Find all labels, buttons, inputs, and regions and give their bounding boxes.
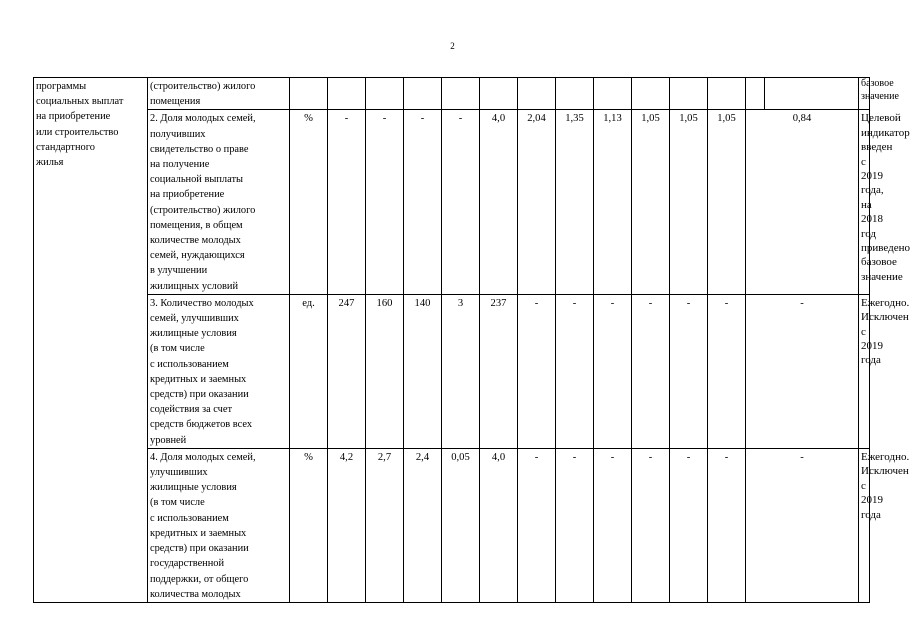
value-cell: 140 — [404, 294, 442, 448]
value-cell — [480, 78, 518, 110]
value-cell: - — [556, 294, 594, 448]
value-cell: 4,2 — [328, 448, 366, 602]
program-cell — [34, 78, 148, 603]
value-cell — [518, 78, 556, 110]
value-cell: - — [708, 448, 746, 602]
table-row — [34, 110, 870, 294]
value-cell: - — [328, 110, 366, 294]
unit-cell — [290, 78, 328, 110]
indicator-cell: 2. Доля молодых семей, получивших свидетельство о праве на получение социальной выплаты на приобретение (строительство) жилого помещения, в общем количестве молодых семей, нуждающихся в улучшении жилищных условий — [148, 110, 290, 294]
value-cell: - — [708, 294, 746, 448]
value-cell: 1,35 — [556, 110, 594, 294]
value-cell: 0,84 — [746, 110, 859, 294]
unit-cell: % — [290, 448, 328, 602]
value-cell: 1,13 — [594, 110, 632, 294]
value-cell: 160 — [366, 294, 404, 448]
program-text: программы социальных выплат на приобретение или строительство стандартного жилья — [36, 81, 124, 169]
value-cell: 1,05 — [632, 110, 670, 294]
indicator-cell: 4. Доля молодых семей, улучшивших жилищные условия (в том числе с использованием кредитных и заемных средств) при оказании государственной поддержки, от общего количества молодых — [148, 448, 290, 602]
value-cell: - — [404, 110, 442, 294]
value-cell: 4,0 — [480, 110, 518, 294]
table-row — [34, 448, 870, 602]
value-cell: - — [518, 294, 556, 448]
value-cell — [442, 78, 480, 110]
value-cell — [366, 78, 404, 110]
value-cell — [328, 78, 366, 110]
value-cell: - — [366, 110, 404, 294]
value-cell: 2,7 — [366, 448, 404, 602]
page-number: 2 — [450, 41, 455, 51]
table-row — [34, 294, 870, 448]
value-cell: 4,0 — [480, 448, 518, 602]
remark-cell: Ежегодно. Исключен с 2019 года — [859, 294, 870, 448]
value-cell: - — [442, 110, 480, 294]
value-cell: 2,04 — [518, 110, 556, 294]
value-cell: - — [670, 294, 708, 448]
indicators-table — [33, 77, 910, 603]
indicator-cell: 3. Количество молодых семей, улучшивших жилищные условия (в том числе с использованием кредитных и заемных средств) при оказании содействия за счет средств бюджетов всех уровней — [148, 294, 290, 448]
value-cell: 0,05 — [442, 448, 480, 602]
value-cell — [708, 78, 746, 110]
value-cell: - — [594, 294, 632, 448]
value-cell: - — [746, 448, 859, 602]
value-cell — [594, 78, 632, 110]
table-row — [34, 78, 870, 110]
value-cell: - — [518, 448, 556, 602]
value-cell: - — [746, 294, 859, 448]
value-cell — [556, 78, 594, 110]
value-cell: 247 — [328, 294, 366, 448]
unit-cell: ед. — [290, 294, 328, 448]
value-cell: - — [594, 448, 632, 602]
value-cell — [632, 78, 670, 110]
value-cell: - — [632, 448, 670, 602]
value-cell: - — [556, 448, 594, 602]
value-cell: - — [632, 294, 670, 448]
remark-cell: Ежегодно. Исключен с 2019 года — [859, 448, 870, 602]
value-cell: 3 — [442, 294, 480, 448]
value-cell — [765, 78, 859, 110]
value-cell — [746, 78, 765, 110]
value-cell: 237 — [480, 294, 518, 448]
value-cell — [670, 78, 708, 110]
remark-cell: Целевой индикатор введен с 2019 года, на 2018 год приведено базовое значение — [859, 110, 870, 294]
value-cell: 1,05 — [708, 110, 746, 294]
indicator-cell: (строительство) жилого помещения — [148, 78, 290, 110]
value-cell: 1,05 — [670, 110, 708, 294]
value-cell: - — [670, 448, 708, 602]
value-cell: 2,4 — [404, 448, 442, 602]
remark-cell: базовое значение — [859, 78, 870, 110]
unit-cell: % — [290, 110, 328, 294]
value-cell — [404, 78, 442, 110]
